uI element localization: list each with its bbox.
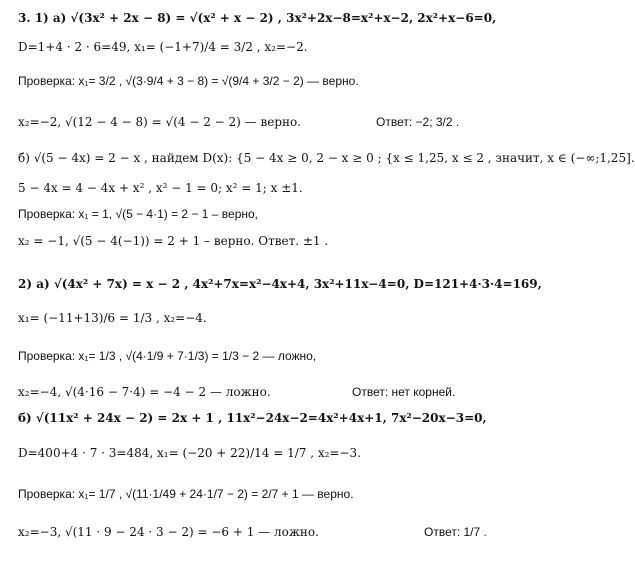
line-3-1b-1: б) √(5 − 4x) = 2 − x , найдем D(x): {5 − 4x ≥ 0, 2 − x ≥ 0 ; {x ≤ 1,25, x ≤ 2 , значит, x ∈ (−∞;1,25]. (18, 151, 635, 165)
answer-2a: Ответ: нет корней. (352, 385, 456, 399)
line-2a-2: x₁= (−11+13)/6 = 1/3 , x₂=−4. (18, 311, 207, 325)
line-3-1a-4: x₂=−2, √(12 − 4 − 8) = √(4 − 2 − 2) — верно. (18, 115, 302, 129)
line-3-1a-1: 3. 1) а) √(3x² + 2x − 8) = √(x² + x − 2) , 3x²+2x−8=x²+x−2, 2x²+x−6=0, (18, 11, 497, 25)
line-3-1b-3: Проверка: x₁ = 1, √(5 − 4·1) = 2 − 1 – верно, (18, 207, 259, 221)
line-2a-1: 2) а) √(4x² + 7x) = x − 2 , 4x²+7x=x²−4x+4, 3x²+11x−4=0, D=121+4·3·4=169, (18, 277, 542, 291)
line-3-1a-2: D=1+4 · 2 · 6=49, x₁= (−1+7)/4 = 3/2 , x₂=−2. (18, 40, 308, 54)
answer-3-1a: Ответ: −2; 3/2 . (376, 115, 460, 129)
answer-2b: Ответ: 1/7 . (424, 525, 487, 539)
line-3-1b-4: x₂ = −1, √(5 − 4(−1)) = 2 + 1 – верно. Ответ. ±1 . (18, 234, 329, 248)
line-2b-2: D=400+4 · 7 · 3=484, x₁= (−20 + 22)/14 = 1/7 , x₂=−3. (18, 446, 361, 460)
line-2b-4: x₂=−3, √(11 · 9 − 24 · 3 − 2) = −6 + 1 — ложно. (18, 525, 319, 539)
line-2a-4: x₂=−4, √(4·16 − 7·4) = −4 − 2 — ложно. (18, 385, 271, 399)
line-2a-3: Проверка: x₁= 1/3 , √(4·1/9 + 7·1/3) = 1/3 − 2 — ложно, (18, 349, 317, 363)
line-2b-3: Проверка: x₁= 1/7 , √(11·1/49 + 24·1/7 − 2) = 2/7 + 1 — верно. (18, 487, 354, 501)
line-2b-1: б) √(11x² + 24x − 2) = 2x + 1 , 11x²−24x−2=4x²+4x+1, 7x²−20x−3=0, (18, 411, 487, 425)
line-3-1b-2: 5 − 4x = 4 − 4x + x² , x² − 1 = 0; x² = 1; x ±1. (18, 181, 303, 195)
line-3-1a-3: Проверка: x₁= 3/2 , √(3·9/4 + 3 − 8) = √(9/4 + 3/2 − 2) — верно. (18, 74, 359, 88)
